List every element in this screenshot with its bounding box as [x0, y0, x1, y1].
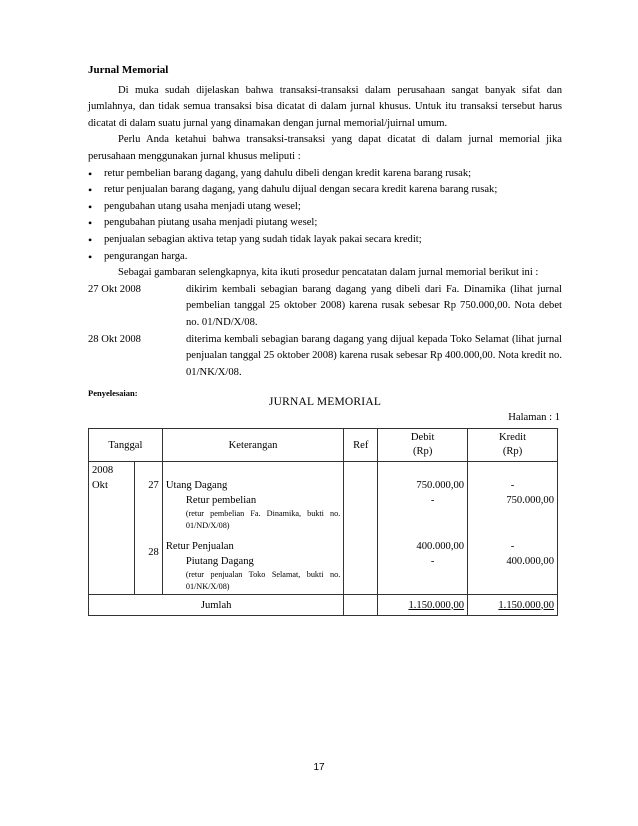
description-cell: [162, 462, 343, 595]
debit-cell: [378, 462, 468, 595]
credit-blank: -: [510, 541, 515, 553]
header-kredit: [468, 429, 558, 462]
paragraph-scope: Perlu Anda ketahui bahwa transaksi-transaksi yang dapat dicatat di dalam jurnal memorial jika perusahaan menggunakan jurnal khusus meliputi :: [88, 134, 562, 162]
paragraph-example: Sebagai gambaran selengkapnya, kita ikuti prosedur pencatatan dalam jurnal memorial berikut ini :: [118, 267, 539, 279]
year-value: 2008: [92, 465, 114, 477]
debit-account: Utang Dagang: [165, 480, 228, 492]
debit-amount: 750.000,00: [416, 480, 465, 492]
list-item: • retur pembelian barang dagang, yang dahulu dibeli dengan kredit karena barang rusak;: [88, 166, 562, 183]
journal-title: JURNAL MEMORIAL: [268, 395, 382, 408]
entry-note: (retur pembelian Fa. Dinamika, bukti no. 01/ND/X/08): [185, 509, 341, 531]
total-label: Jumlah: [89, 595, 344, 616]
credit-blank: -: [510, 480, 515, 492]
credit-cell: [468, 462, 558, 595]
total-debit-cell: [378, 595, 468, 616]
header-debit-label: Debit: [410, 432, 435, 444]
journal-page-label: Halaman : 1: [508, 412, 560, 424]
list-item: • penjualan sebagian aktiva tetap yang sudah tidak layak pakai secara kredit;: [88, 232, 562, 249]
transaction-date: 28 Okt 2008: [88, 333, 141, 345]
entry-note: (retur penjualan Toko Selamat, bukti no. 01/NK/X/08): [185, 570, 341, 592]
list-item: • pengubahan piutang usaha menjadi piutang wesel;: [88, 215, 562, 232]
document-page: [88, 60, 562, 616]
paragraph-intro: Di muka sudah dijelaskan bahwa transaksi-transaksi dalam perusahaan sangat banyak sifat dan jumlahnya, dan tidak semua transaksi bisa dicatat di dalam jurnal khusus. Untuk itu transaksi tersebut harus dicatat di dalam suatu jurnal yang dinamakan dengan jurnal memorial/juirnal umum.: [88, 84, 562, 129]
total-credit-cell: [468, 595, 558, 616]
total-row: [89, 595, 558, 616]
day-value: 28: [148, 547, 159, 559]
header-debit: [378, 429, 468, 462]
date-month-cell: [89, 462, 135, 595]
transaction-date: 27 Okt 2008: [88, 283, 141, 295]
list-item: • retur penjualan barang dagang, yang dahulu dijual dengan secara kredit karena barang rusak;: [88, 182, 562, 199]
table-row: [89, 462, 558, 595]
transaction-text: diterima kembali sebagian barang dagang yang dijual kepada Toko Selamat (lihat jurnal penjualan tanggal 25 oktober 2008) karena rusak sebesar Rp 400.000,00. Nota kredit no. 01/NK/X/08.: [186, 333, 562, 378]
header-ref: Ref: [344, 429, 378, 462]
day-value: 27: [148, 480, 159, 492]
list-item: • pengubahan utang usaha menjadi utang wesel;: [88, 199, 562, 216]
transaction-item: [88, 332, 562, 382]
debit-account: Retur Penjualan: [165, 541, 234, 553]
section-heading: Jurnal Memorial: [88, 64, 169, 76]
transaction-item: [88, 282, 562, 332]
debit-blank: -: [430, 556, 435, 568]
credit-amount: 400.000,00: [506, 556, 554, 568]
debit-blank: -: [430, 495, 435, 507]
total-ref-cell: [344, 595, 378, 616]
transaction-text: dikirim kembali sebagian barang dagang yang dibeli dari Fa. Dinamika (lihat jurnal pembelian tanggal 25 oktober 2008) karena rusak sebesar Rp 750.000,00. Nota debet no. 01/ND/X/08.: [186, 283, 562, 328]
credit-account: Retur pembelian: [185, 495, 257, 507]
ref-cell: [344, 462, 378, 595]
month-value: Okt: [92, 480, 108, 492]
credit-account: Piutang Dagang: [185, 556, 254, 568]
total-debit: 1.150.000,00: [408, 599, 465, 611]
credit-amount: 750.000,00: [506, 495, 554, 507]
header-keterangan: Keterangan: [162, 429, 343, 462]
header-kredit-label: Kredit: [499, 432, 527, 444]
header-tanggal: Tanggal: [89, 429, 163, 462]
total-credit: 1.150.000,00: [498, 599, 554, 611]
table-header-row: [89, 429, 558, 462]
page-number: 17: [313, 762, 325, 773]
header-kredit-unit: (Rp): [502, 446, 523, 458]
debit-amount: 400.000,00: [416, 541, 465, 553]
journal-table: [88, 428, 558, 616]
list-item: • pengurangan harga.: [88, 249, 562, 266]
transaction-type-list: [88, 166, 562, 266]
day-cell: [134, 462, 162, 595]
solution-label: Penyelesaian:: [88, 388, 138, 399]
header-debit-unit: (Rp): [412, 446, 433, 458]
